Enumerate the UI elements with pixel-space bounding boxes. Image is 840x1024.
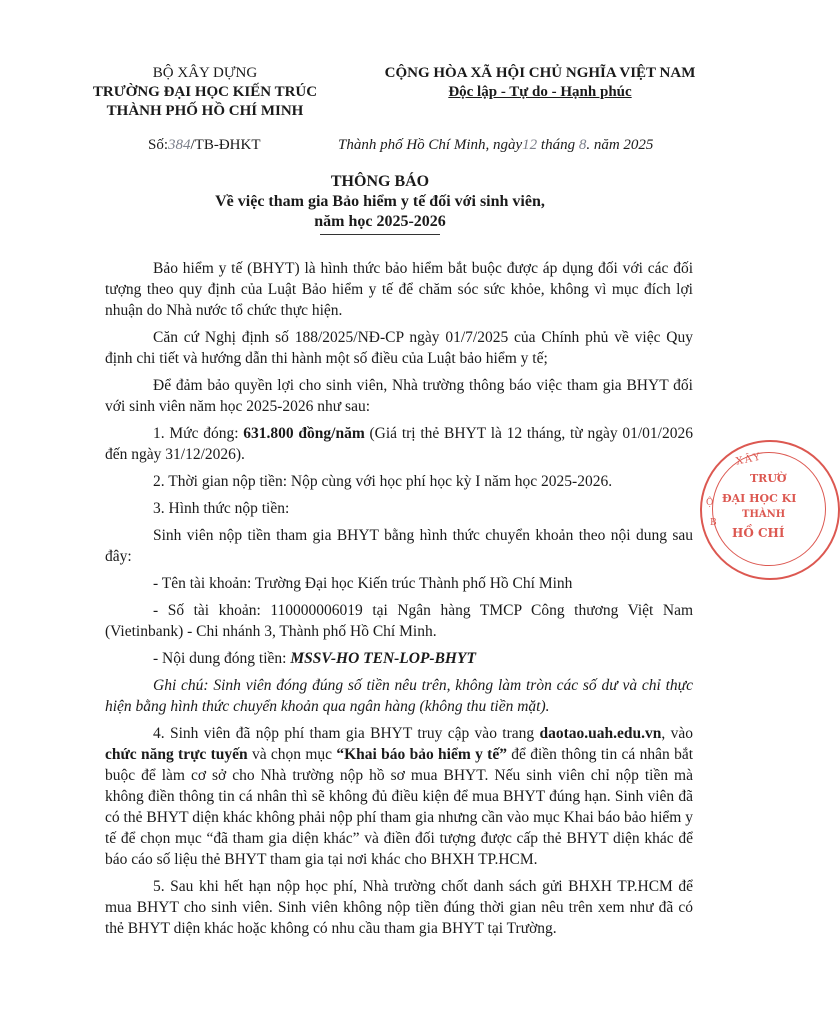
date-text-3: . năm 2025 bbox=[586, 137, 654, 153]
paragraph-announcement: Để đảm bảo quyền lợi cho sinh viên, Nhà trường thông báo việc tham gia BHYT đối với sinh viên năm học 2025-2026 như sau: bbox=[105, 377, 693, 415]
item-declaration-b: , vào bbox=[661, 725, 693, 742]
seal-text-2: ĐẠI HỌC KI bbox=[722, 492, 797, 505]
bank-account-number: - Số tài khoản: 110000006019 tại Ngân hàng TMCP Công thương Việt Nam (Vietinbank) - Chi nhánh 3, Thành phố Hồ Chí Minh. bbox=[105, 602, 693, 640]
document-body bbox=[105, 258, 693, 945]
national-header bbox=[340, 64, 740, 102]
seal-text-top: XÂY bbox=[735, 451, 764, 468]
school-name-line2: THÀNH PHỐ HỒ CHÍ MINH bbox=[106, 103, 304, 119]
item-declaration-a: 4. Sinh viên đã nộp phí tham gia BHYT truy cập vào trang bbox=[153, 725, 540, 742]
title-underline bbox=[320, 234, 440, 235]
seal-side-text-2: B bbox=[710, 518, 717, 528]
document-title bbox=[150, 172, 610, 235]
title-line2: Về việc tham gia Bảo hiểm y tế đối với sinh viên, bbox=[215, 193, 545, 210]
paragraph-intro: Bảo hiểm y tế (BHYT) là hình thức bảo hiểm bắt buộc được áp dụng đối với các đối tượng theo quy định của Luật Bảo hiểm y tế để chăm sóc sức khỏe, không vì mục đích lợi nhuận do Nhà nước tổ chức thực hiện. bbox=[105, 260, 693, 319]
item-declaration-d: để điền thông tin cá nhân bắt buộc để làm cơ sở cho Nhà trường nộp hồ sơ mua BHYT. Nếu sinh viên chỉ nộp tiền mà không điền thông tin cá nhân thì sẽ không đủ điều kiện để mua BHYT đúng hạn. Sinh viên đã có thẻ BHYT diện khác không phải nộp phí tham gia nhưng cần vào mục Khai báo bảo hiểm y tế để chọn mục “đã tham gia diện khác” và điền đối tượng được cấp thẻ BHYT diện khác để báo cáo số liệu thẻ BHYT tham gia tại nơi khác cho BHXH TP.HCM. bbox=[105, 746, 694, 868]
doc-number-prefix: Số: bbox=[148, 137, 169, 153]
doc-number-handwritten: 384 bbox=[168, 137, 191, 153]
item-declaration-c: và chọn mục bbox=[247, 746, 337, 763]
date-text-2: tháng bbox=[540, 137, 576, 153]
seal-text-1: TRƯỜ bbox=[750, 472, 787, 485]
transfer-content-label: - Nội dung đóng tiền: bbox=[153, 650, 291, 667]
item-payment-method: 3. Hình thức nộp tiền: bbox=[153, 500, 290, 517]
place-and-date bbox=[338, 137, 738, 154]
item-fee-label: 1. Mức đóng: bbox=[153, 425, 244, 442]
online-function-label: chức năng trực tuyến bbox=[105, 746, 248, 763]
nation-name: CỘNG HÒA XÃ HỘI CHỦ NGHĨA VIỆT NAM bbox=[384, 65, 696, 81]
transfer-content bbox=[105, 648, 693, 669]
item-deadline: 5. Sau khi hết hạn nộp học phí, Nhà trường chốt danh sách gửi BHXH TP.HCM để mua BHYT cho sinh viên. Sinh viên không nộp tiền đúng thời gian nêu trên xem như đã có thẻ BHYT diện khác hoặc không có nhu cầu tham gia BHYT tại Trường. bbox=[105, 878, 693, 937]
declaration-menu-label: “Khai báo bảo hiểm y tế” bbox=[336, 746, 507, 763]
ministry-name: BỘ XÂY DỰNG bbox=[152, 65, 258, 81]
title-line1: THÔNG BÁO bbox=[330, 173, 430, 190]
issuer-header bbox=[60, 64, 350, 121]
item-fee-detail: (Giá trị thẻ BHYT là 12 tháng, từ ngày 01/01/2026 đến ngày 31/12/2026). bbox=[105, 425, 693, 463]
paragraph-legal-basis: Căn cứ Nghị định số 188/2025/NĐ-CP ngày 01/7/2025 của Chính phủ về việc Quy định chi tiết và hướng dẫn thi hành một số điều của Luật bảo hiểm y tế; bbox=[105, 329, 693, 367]
doc-number-suffix: /TB-ĐHKT bbox=[190, 137, 261, 153]
item-fee-amount: 631.800 đồng/năm bbox=[243, 425, 365, 442]
transfer-content-value: MSSV-HO TEN-LOP-BHYT bbox=[290, 650, 476, 667]
official-seal bbox=[700, 440, 840, 580]
item-fee bbox=[105, 423, 693, 465]
date-month-handwritten: 8 bbox=[578, 137, 587, 153]
title-line3: năm học 2025-2026 bbox=[314, 213, 446, 230]
portal-link[interactable]: daotao.uah.edu.vn bbox=[539, 725, 662, 742]
seal-text-4: HỒ CHÍ bbox=[732, 526, 785, 540]
payment-note: Ghi chú: Sinh viên đóng đúng số tiền nêu trên, không làm tròn các số dư và chỉ thực hiện bằng hình thức chuyển khoản qua ngân hàng (không thu tiền mặt). bbox=[105, 677, 693, 715]
school-name-line1: TRƯỜNG ĐẠI HỌC KIẾN TRÚC bbox=[92, 84, 318, 100]
date-text-1: Thành phố Hồ Chí Minh, ngày bbox=[338, 137, 523, 153]
payment-method-intro: Sinh viên nộp tiền tham gia BHYT bằng hình thức chuyển khoản theo nội dung sau đây: bbox=[105, 527, 693, 565]
item-declaration bbox=[105, 723, 693, 870]
seal-text-3: THÀNH bbox=[742, 509, 786, 520]
bank-account-name: - Tên tài khoản: Trường Đại học Kiến trúc Thành phố Hồ Chí Minh bbox=[153, 575, 573, 592]
document-number bbox=[148, 137, 261, 154]
national-motto: Độc lập - Tự do - Hạnh phúc bbox=[448, 84, 632, 100]
item-payment-time: 2. Thời gian nộp tiền: Nộp cùng với học phí học kỳ I năm học 2025-2026. bbox=[153, 473, 613, 490]
seal-side-text-1: Ộ bbox=[706, 498, 714, 508]
date-day-handwritten: 12 bbox=[522, 137, 538, 153]
